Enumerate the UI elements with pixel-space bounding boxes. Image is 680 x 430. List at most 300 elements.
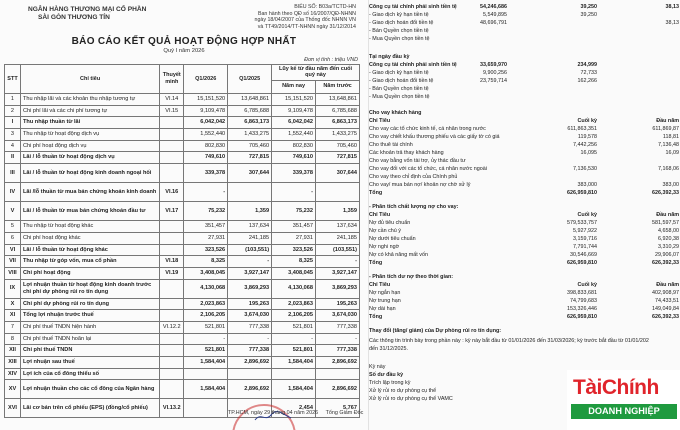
- table-row: [5, 345, 360, 357]
- row-note: [160, 345, 184, 357]
- row-note: VI.14: [160, 94, 184, 106]
- row-q1-2025: 6,863,173: [228, 117, 272, 129]
- row-stt: XV: [5, 380, 21, 399]
- row-q1-2025: 777,338: [228, 321, 272, 333]
- row-q1-2026: 3,408,045: [184, 267, 228, 279]
- table-row: [5, 140, 360, 152]
- row-q1-2025: -: [228, 333, 272, 345]
- row-last-year: 6,863,173: [316, 117, 360, 129]
- row-q1-2026: -: [184, 333, 228, 345]
- note-label: đến 31/12/2025.: [369, 346, 408, 352]
- table-row: [5, 298, 360, 310]
- row-q1-2025: 1,433,275: [228, 129, 272, 141]
- note-value-2: 162,266: [577, 78, 597, 84]
- row-this-year: 8,325: [272, 256, 316, 268]
- row-stt: IX: [5, 279, 21, 298]
- row-note: VI.18: [160, 256, 184, 268]
- report-period: Quý I năm 2026: [163, 48, 205, 54]
- row-q1-2025: 13,648,861: [228, 94, 272, 106]
- row-q1-2026: 2,106,205: [184, 310, 228, 322]
- row-q1-2025: 705,460: [228, 140, 272, 152]
- table-row: [5, 267, 360, 279]
- row-note: VI.19: [160, 267, 184, 279]
- row-this-year: 2,106,205: [272, 310, 316, 322]
- row-q1-2026: 6,042,042: [184, 117, 228, 129]
- note-label: Cho vay khách hàng: [369, 110, 422, 116]
- note-value-2: Cuối kỳ: [577, 212, 597, 218]
- note-label: Các khoản trả thay khách hàng: [369, 150, 444, 156]
- note-label: Chỉ Tiêu: [369, 118, 391, 124]
- row-q1-2026: [184, 368, 228, 380]
- note-value-3: 38,13: [665, 4, 679, 10]
- row-this-year: 6,042,042: [272, 117, 316, 129]
- note-value-3: 7,136,48: [658, 142, 679, 148]
- table-row: [5, 94, 360, 106]
- row-this-year: 1,584,404: [272, 357, 316, 369]
- row-this-year: 339,378: [272, 164, 316, 183]
- row-note: VI.13.2: [160, 399, 184, 418]
- row-this-year: 2,454: [272, 399, 316, 418]
- row-last-year: 777,338: [316, 345, 360, 357]
- row-stt: VI: [5, 244, 21, 256]
- note-value-2: 119,578: [577, 134, 597, 140]
- row-last-year: -: [316, 333, 360, 345]
- note-label: - Phân tích chất lượng nợ cho vay:: [369, 204, 459, 210]
- row-q1-2025: (103,551): [228, 244, 272, 256]
- row-this-year: 1,552,440: [272, 129, 316, 141]
- note-label: Tổng: [369, 314, 383, 320]
- row-this-year: 9,109,478: [272, 105, 316, 117]
- note-label: Thay đổi (tăng/ giảm) của Dự phòng rủi ro tín dụng:: [369, 328, 502, 334]
- row-note: [160, 221, 184, 233]
- note-value-2: 626,959,810: [567, 314, 597, 320]
- row-item: Lãi cơ bản trên cổ phiếu (EPS) (đồng/cổ phiếu): [20, 399, 159, 418]
- note-label: Nợ có khả năng mất vốn: [369, 252, 428, 258]
- row-item: Thu nhập lãi và các khoản thu nhập tương tự: [20, 94, 159, 106]
- bank-header: [28, 6, 146, 22]
- row-q1-2026: 8,325: [184, 256, 228, 268]
- row-last-year: -: [316, 256, 360, 268]
- note-value-3: 581,597,57: [652, 220, 679, 226]
- row-last-year: 3,869,293: [316, 279, 360, 298]
- bank-name-line-1: NGÂN HÀNG THƯƠNG MẠI CỔ PHẦN: [28, 6, 147, 13]
- note-label: Cho vay theo chỉ định của Chính phủ: [369, 174, 458, 180]
- row-this-year: [272, 368, 316, 380]
- row-q1-2026: 75,232: [184, 202, 228, 221]
- row-q1-2026: 1,584,404: [184, 357, 228, 369]
- note-value-2: 153,326,446: [567, 306, 597, 312]
- row-last-year: 705,460: [316, 140, 360, 152]
- row-item: Chi phí hoạt động: [20, 267, 159, 279]
- note-label: Nợ cần chú ý: [369, 228, 401, 234]
- note-value-2: 72,733: [580, 70, 597, 76]
- brand-logo: [567, 370, 680, 430]
- row-note: [160, 232, 184, 244]
- note-value-3: 118,81: [662, 134, 679, 140]
- table-row: [5, 368, 360, 380]
- note-value-3: 383,00: [662, 182, 679, 188]
- row-note: [160, 333, 184, 345]
- row-this-year: 27,931: [272, 232, 316, 244]
- row-q1-2025: 307,644: [228, 164, 272, 183]
- note-label: - Bán Quyền chọn tiền tệ: [369, 28, 429, 34]
- row-last-year: 3,927,147: [316, 267, 360, 279]
- row-stt: II: [5, 152, 21, 164]
- row-q1-2025: 727,815: [228, 152, 272, 164]
- note-value-3: 626,392,33: [652, 260, 679, 266]
- note-value-2: Cuối kỳ: [577, 118, 597, 124]
- note-label: Số dư đầu kỳ: [369, 372, 404, 378]
- row-item: Lợi ích của cổ đông thiểu số: [20, 368, 159, 380]
- row-q1-2025: 1,359: [228, 202, 272, 221]
- row-this-year: 351,457: [272, 221, 316, 233]
- row-this-year: 1,584,404: [272, 380, 316, 399]
- header-q1-2025: Q1/2025: [228, 65, 272, 94]
- note-label: Cho vay các tổ chức kinh tế, cá nhân trong nước: [369, 126, 486, 132]
- note-value-3: Đầu năm: [656, 212, 679, 218]
- row-note: [160, 279, 184, 298]
- row-item: Lãi / lỗ thuần từ hoạt động kinh doanh ngoại hối: [20, 164, 159, 183]
- note-label: Cho vay đối với các tổ chức, cá nhân nước ngoài: [369, 166, 487, 172]
- row-q1-2025: 2,896,692: [228, 380, 272, 399]
- note-label: Xử lý rủi ro dự phòng cụ thể VAMC: [369, 396, 453, 402]
- row-this-year: 521,801: [272, 321, 316, 333]
- row-stt: 7: [5, 321, 21, 333]
- row-last-year: [316, 368, 360, 380]
- note-value-3: 4,658,00: [658, 228, 679, 234]
- form-line-4: và TT49/2014/TT-NHNN ngày 31/12/2014: [257, 23, 356, 30]
- row-item: Lãi /lỗ thuần từ mua bán chứng khoán kinh doanh: [20, 183, 159, 202]
- note-label: Nợ ngắn hạn: [369, 290, 401, 296]
- row-stt: IV: [5, 183, 21, 202]
- note-value-3: 7,168,06: [658, 166, 679, 172]
- row-item: Lợi nhuận sau thuế: [20, 357, 159, 369]
- row-item: Chi phí thuế TNDN hoãn lại: [20, 333, 159, 345]
- row-note: [160, 117, 184, 129]
- row-stt: XIII: [5, 357, 21, 369]
- row-q1-2026: [184, 399, 228, 418]
- row-this-year: 3,408,045: [272, 267, 316, 279]
- row-last-year: 2,896,692: [316, 357, 360, 369]
- note-label: Trích lập trong kỳ: [369, 380, 411, 386]
- note-label: Tổng: [369, 190, 383, 196]
- note-label: Nợ dưới tiêu chuẩn: [369, 236, 416, 242]
- note-label: Nợ dài hạn: [369, 306, 396, 312]
- note-label: Các thông tin trình bày trong phần này : kỳ này bắt đầu từ 01/01/2026 đến 31/03/2026; kỳ trước bắt đầu từ 01/01/202: [369, 338, 649, 344]
- note-value-1: 5,549,895: [483, 12, 507, 18]
- row-q1-2026: 4,130,068: [184, 279, 228, 298]
- row-note: VI.15: [160, 105, 184, 117]
- note-value-2: Cuối kỳ: [577, 282, 597, 288]
- table-row: [5, 244, 360, 256]
- row-item: Chi phí hoạt động dịch vụ: [20, 140, 159, 152]
- row-item: Chi phí dự phòng rủi ro tín dụng: [20, 298, 159, 310]
- row-q1-2025: 3,674,030: [228, 310, 272, 322]
- row-q1-2025: [228, 368, 272, 380]
- note-label: - Giao dịch hoán đổi tiền tệ: [369, 78, 434, 84]
- note-value-3: 29,906,07: [655, 252, 679, 258]
- sign-role: Tổng Giám Đốc: [325, 410, 364, 416]
- report-title: BÁO CÁO KẾT QUẢ HOẠT ĐỘNG HỢP NHẤT: [71, 36, 297, 47]
- note-value-1: 48,696,791: [480, 20, 507, 26]
- row-item: Chi phí lãi và các chi phí tương tự: [20, 105, 159, 117]
- row-note: [160, 368, 184, 380]
- row-item: Lợi nhuận thuần từ hoạt động kinh doanh trước chi phí dự phòng rủi ro tín dụng: [20, 279, 159, 298]
- note-label: - Phân tích dư nợ theo thời gian:: [369, 274, 454, 280]
- row-stt: XII: [5, 345, 21, 357]
- note-value-2: 5,927,922: [573, 228, 597, 234]
- form-line-3: ngày 18/04/2007 của Thống đốc NHNN VN: [254, 17, 356, 24]
- note-value-2: 626,959,810: [567, 260, 597, 266]
- header-q1-2026: Q1/2026: [184, 65, 228, 94]
- row-q1-2025: 3,927,147: [228, 267, 272, 279]
- row-note: VI.16: [160, 183, 184, 202]
- note-value-2: 234,999: [577, 62, 597, 68]
- row-stt: VIII: [5, 267, 21, 279]
- note-value-2: 3,159,716: [573, 236, 597, 242]
- row-note: VI.12.2: [160, 321, 184, 333]
- note-value-3: 626,392,33: [652, 314, 679, 320]
- row-stt: 8: [5, 333, 21, 345]
- table-row: [5, 105, 360, 117]
- note-label: Xử lý rủi ro dự phòng cụ thể: [369, 388, 437, 394]
- note-label: Nợ trung hạn: [369, 298, 401, 304]
- note-value-2: 74,799,683: [570, 298, 597, 304]
- row-item: Lãi / lỗ thuần từ hoạt động dịch vụ: [20, 152, 159, 164]
- row-this-year: 323,526: [272, 244, 316, 256]
- row-last-year: 307,644: [316, 164, 360, 183]
- row-last-year: 195,263: [316, 298, 360, 310]
- row-stt: 3: [5, 129, 21, 141]
- row-q1-2026: 749,610: [184, 152, 228, 164]
- note-value-2: 7,136,530: [573, 166, 597, 172]
- table-row: [5, 117, 360, 129]
- row-q1-2026: 521,801: [184, 321, 228, 333]
- row-stt: 4: [5, 140, 21, 152]
- table-row: [5, 221, 360, 233]
- row-note: [160, 357, 184, 369]
- row-item: Chi phí thuế TNDN hiện hành: [20, 321, 159, 333]
- note-label: Tại ngày đầu kỳ: [369, 54, 410, 60]
- row-note: [160, 244, 184, 256]
- table-row: [5, 380, 360, 399]
- row-stt: 1: [5, 94, 21, 106]
- row-stt: XIV: [5, 368, 21, 380]
- table-row: [5, 129, 360, 141]
- row-last-year: 727,815: [316, 152, 360, 164]
- row-note: [160, 310, 184, 322]
- row-note: [160, 298, 184, 310]
- table-row: [5, 333, 360, 345]
- form-line-1: BIỂU SỐ: B03a/TCTD-HN: [294, 4, 356, 10]
- row-last-year: 6,785,688: [316, 105, 360, 117]
- header-item: Chỉ tiêu: [20, 65, 159, 94]
- logo-tagline: DOANH NGHIỆP: [571, 404, 677, 419]
- unit-label: Đơn vị tính : triệu VND: [304, 57, 358, 63]
- row-last-year: 137,634: [316, 221, 360, 233]
- bank-name-line-2: SÀI GÒN THƯƠNG TÍN: [38, 14, 110, 21]
- row-q1-2026: -: [184, 183, 228, 202]
- row-q1-2026: 27,931: [184, 232, 228, 244]
- row-q1-2025: 3,869,293: [228, 279, 272, 298]
- note-label: Cho thuê tài chính: [369, 142, 413, 148]
- header-note: Thuyết minh: [160, 65, 184, 94]
- row-q1-2025: 195,263: [228, 298, 272, 310]
- note-value-3: 74,433,51: [655, 298, 679, 304]
- table-row: [5, 310, 360, 322]
- note-value-2: 39,250: [580, 12, 597, 18]
- row-this-year: -: [272, 333, 316, 345]
- row-note: VI.17: [160, 202, 184, 221]
- table-row: [5, 279, 360, 298]
- row-this-year: 2,023,863: [272, 298, 316, 310]
- note-label: Nợ nghi ngờ: [369, 244, 400, 250]
- table-row: [5, 256, 360, 268]
- row-this-year: 749,610: [272, 152, 316, 164]
- note-value-2: 383,000: [577, 182, 597, 188]
- note-label: Cho vay/ mua bán nợ/ khoản nợ chờ xử lý: [369, 182, 471, 188]
- row-q1-2026: 9,109,478: [184, 105, 228, 117]
- form-reference: [255, 4, 357, 30]
- row-q1-2026: 2,023,863: [184, 298, 228, 310]
- row-last-year: 2,896,692: [316, 380, 360, 399]
- row-item: Chi phí hoạt động khác: [20, 232, 159, 244]
- note-value-3: 626,392,33: [652, 190, 679, 196]
- row-item: Chi phí thuế TNDN: [20, 345, 159, 357]
- row-last-year: 5,767: [316, 399, 360, 418]
- note-value-3: Đầu năm: [656, 282, 679, 288]
- row-stt: 2: [5, 105, 21, 117]
- notes-sheet: [368, 0, 680, 430]
- note-value-1: 23,759,714: [480, 78, 507, 84]
- note-label: - Mua Quyền chọn tiền tệ: [369, 36, 430, 42]
- note-label: Công cụ tài chính phái sinh tiền tệ: [369, 4, 457, 10]
- note-value-2: 7,442,256: [573, 142, 597, 148]
- table-row: [5, 152, 360, 164]
- table-row: [5, 357, 360, 369]
- note-value-2: 626,959,810: [567, 190, 597, 196]
- row-last-year: 241,185: [316, 232, 360, 244]
- row-last-year: 3,674,030: [316, 310, 360, 322]
- note-value-2: 398,833,681: [567, 290, 597, 296]
- header-stt: STT: [5, 65, 21, 94]
- note-label: Cho vay chiết khấu thương phiếu và các giấy tờ có giá: [369, 134, 500, 140]
- note-value-1: 9,900,256: [483, 70, 507, 76]
- note-value-2: 611,863,351: [567, 126, 597, 132]
- row-note: [160, 129, 184, 141]
- row-q1-2025: -: [228, 256, 272, 268]
- row-item: Lãi / lỗ thuần từ hoạt động khác: [20, 244, 159, 256]
- row-stt: X: [5, 298, 21, 310]
- note-label: Chỉ Tiêu: [369, 212, 391, 218]
- row-stt: XVI: [5, 399, 21, 418]
- row-this-year: -: [272, 183, 316, 202]
- row-q1-2025: 137,634: [228, 221, 272, 233]
- row-q1-2026: 521,801: [184, 345, 228, 357]
- note-label: - Giao dịch hoán đổi tiền tệ: [369, 20, 434, 26]
- table-row: [5, 183, 360, 202]
- row-q1-2026: 323,526: [184, 244, 228, 256]
- note-value-2: 579,533,757: [567, 220, 597, 226]
- note-value-3: 149,049,84: [652, 306, 679, 312]
- note-label: Công cụ tài chính phái sinh tiền tệ: [369, 62, 457, 68]
- note-value-1: 54,246,686: [480, 4, 507, 10]
- note-label: - Mua Quyền chọn tiền tệ: [369, 94, 430, 100]
- note-value-3: 402,908,97: [652, 290, 679, 296]
- row-note: [160, 164, 184, 183]
- row-item: Tổng lợi nhuận trước thuế: [20, 310, 159, 322]
- row-stt: V: [5, 202, 21, 221]
- row-stt: XI: [5, 310, 21, 322]
- row-last-year: [316, 183, 360, 202]
- form-line-2: Ban hành theo QĐ số 16/2007/QĐ-NHNN: [257, 10, 356, 17]
- signature-block: [228, 410, 363, 416]
- table-row: [5, 232, 360, 244]
- row-note: [160, 152, 184, 164]
- note-value-3: 16,09: [665, 150, 679, 156]
- row-q1-2026: 351,457: [184, 221, 228, 233]
- note-label: - Giao dịch kỳ hạn tiền tệ: [369, 12, 429, 18]
- header-last-year: Năm trước: [316, 80, 360, 93]
- sign-place-date: TP.HCM, ngày 29 tháng 04 năm 2026: [228, 410, 319, 416]
- note-value-3: 611,869,87: [652, 126, 679, 132]
- row-q1-2026: 802,830: [184, 140, 228, 152]
- row-this-year: 521,801: [272, 345, 316, 357]
- row-item: Lãi / lỗ thuần từ mua bán chứng khoán đầu tư: [20, 202, 159, 221]
- note-value-3: 3,310,29: [658, 244, 679, 250]
- row-item: Thu nhập từ hoạt động khác: [20, 221, 159, 233]
- row-item: Thu nhập thuần từ lãi: [20, 117, 159, 129]
- row-stt: III: [5, 164, 21, 183]
- note-value-3: Đầu năm: [656, 118, 679, 124]
- note-value-3: 6,920,38: [658, 236, 679, 242]
- note-label: Cho vay bằng vốn tài trợ, ủy thác đầu tư: [369, 158, 466, 164]
- row-stt: VII: [5, 256, 21, 268]
- header-cumulative: Lũy kế từ đầu năm đến cuối quý này: [272, 65, 360, 81]
- note-value-2: 30,546,669: [570, 252, 597, 258]
- note-label: Chỉ Tiêu: [369, 282, 391, 288]
- note-label: - Giao dịch kỳ hạn tiền tệ: [369, 70, 429, 76]
- row-q1-2025: 2,896,692: [228, 357, 272, 369]
- row-last-year: 1,359: [316, 202, 360, 221]
- row-q1-2025: 241,185: [228, 232, 272, 244]
- table-row: [5, 164, 360, 183]
- row-last-year: (103,551): [316, 244, 360, 256]
- row-note: [160, 380, 184, 399]
- row-last-year: 777,338: [316, 321, 360, 333]
- row-stt: 6: [5, 232, 21, 244]
- header-this-year: Năm nay: [272, 80, 316, 93]
- note-value-2: 39,250: [580, 4, 597, 10]
- row-item: Lợi nhuận thuần cho các cổ đông của Ngân hàng: [20, 380, 159, 399]
- row-q1-2026: 1,552,440: [184, 129, 228, 141]
- note-label: Kỳ này: [369, 364, 386, 370]
- row-this-year: 4,130,068: [272, 279, 316, 298]
- note-label: - Bán Quyền chọn tiền tệ: [369, 86, 429, 92]
- row-q1-2026: 1,584,404: [184, 380, 228, 399]
- row-q1-2025: 6,785,688: [228, 105, 272, 117]
- row-stt: 5: [5, 221, 21, 233]
- table-row: [5, 202, 360, 221]
- row-q1-2025: 777,338: [228, 345, 272, 357]
- row-this-year: 75,232: [272, 202, 316, 221]
- row-q1-2025: [228, 183, 272, 202]
- row-stt: I: [5, 117, 21, 129]
- logo-brand-text: TàiChính: [573, 376, 659, 399]
- row-last-year: 1,433,275: [316, 129, 360, 141]
- note-value-1: 33,659,970: [480, 62, 507, 68]
- row-q1-2026: 15,151,520: [184, 94, 228, 106]
